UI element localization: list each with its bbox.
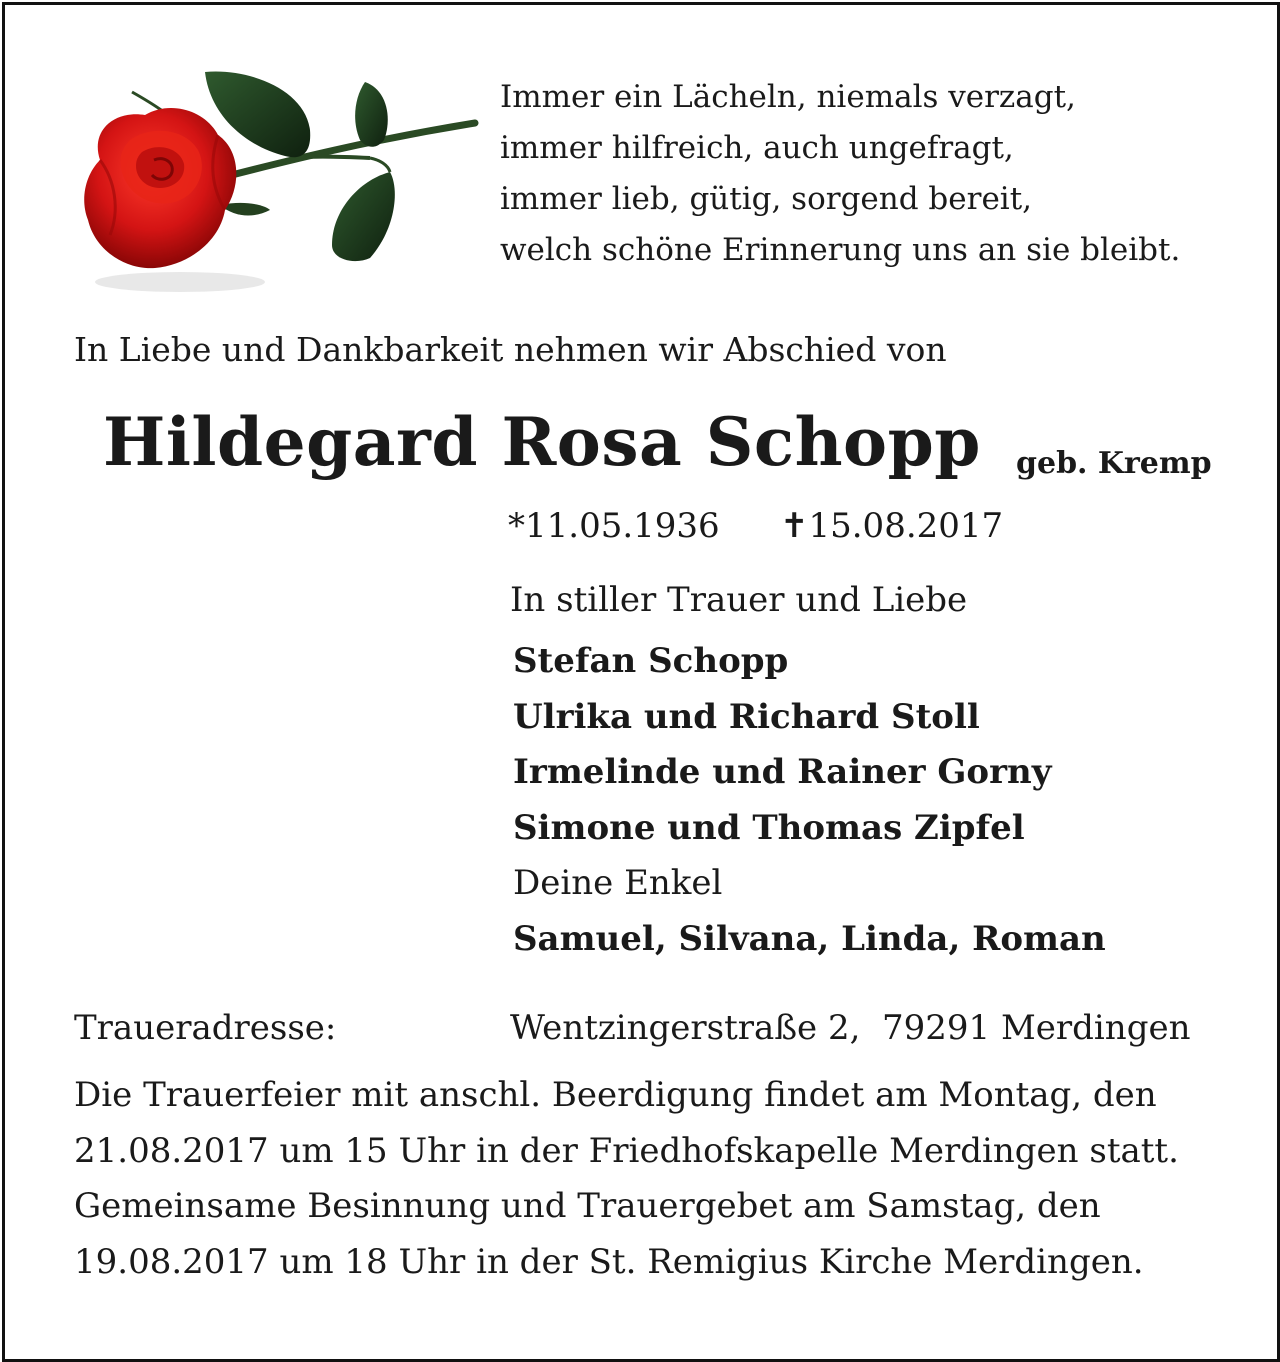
poem-line: immer lieb, gütig, sorgend bereit,	[500, 181, 1033, 217]
service-details	[74, 1068, 1179, 1290]
mourner-line: Irmelinde und Rainer Gorny	[513, 752, 1052, 792]
farewell-intro: In Liebe und Dankbarkeit nehmen wir Abschied von	[74, 330, 947, 369]
birth-name: geb. Kremp	[1016, 446, 1212, 481]
mourner-line: Ulrika und Richard Stoll	[513, 696, 980, 737]
mourners-list	[513, 634, 1106, 967]
address-value: Wentzingerstraße 2, 79291 Merdingen	[510, 1008, 1191, 1048]
service-line: Gemeinsame Besinnung und Trauergebet am Samstag, den	[74, 1186, 1101, 1226]
service-line: 21.08.2017 um 15 Uhr in der Friedhofskapelle Merdingen statt.	[74, 1130, 1179, 1171]
mourner-line: Deine Enkel	[513, 863, 723, 903]
mourner-line: Simone und Thomas Zipfel	[513, 807, 1025, 848]
deceased-name: Hildegard Rosa Schopp	[103, 403, 981, 481]
mourner-line: Samuel, Silvana, Linda, Roman	[513, 918, 1106, 959]
mourners-intro: In stiller Trauer und Liebe	[510, 580, 968, 620]
poem-line: welch schöne Erinnerung uns an sie bleibt.	[500, 232, 1181, 268]
service-line: 19.08.2017 um 18 Uhr in der St. Remigius Kirche Merdingen.	[74, 1241, 1144, 1282]
birth-date: *11.05.1936	[508, 506, 720, 546]
memorial-poem	[500, 72, 1180, 276]
mourner-line: Stefan Schopp	[513, 641, 789, 681]
red-rose-icon	[70, 60, 480, 300]
address-label: Traueradresse:	[74, 1008, 337, 1048]
service-line: Die Trauerfeier mit anschl. Beerdigung findet am Montag, den	[74, 1075, 1157, 1115]
poem-line: immer hilfreich, auch ungefragt,	[500, 130, 1014, 166]
poem-line: Immer ein Lächeln, niemals verzagt,	[500, 79, 1076, 115]
death-date: ✝15.08.2017	[780, 506, 1004, 546]
